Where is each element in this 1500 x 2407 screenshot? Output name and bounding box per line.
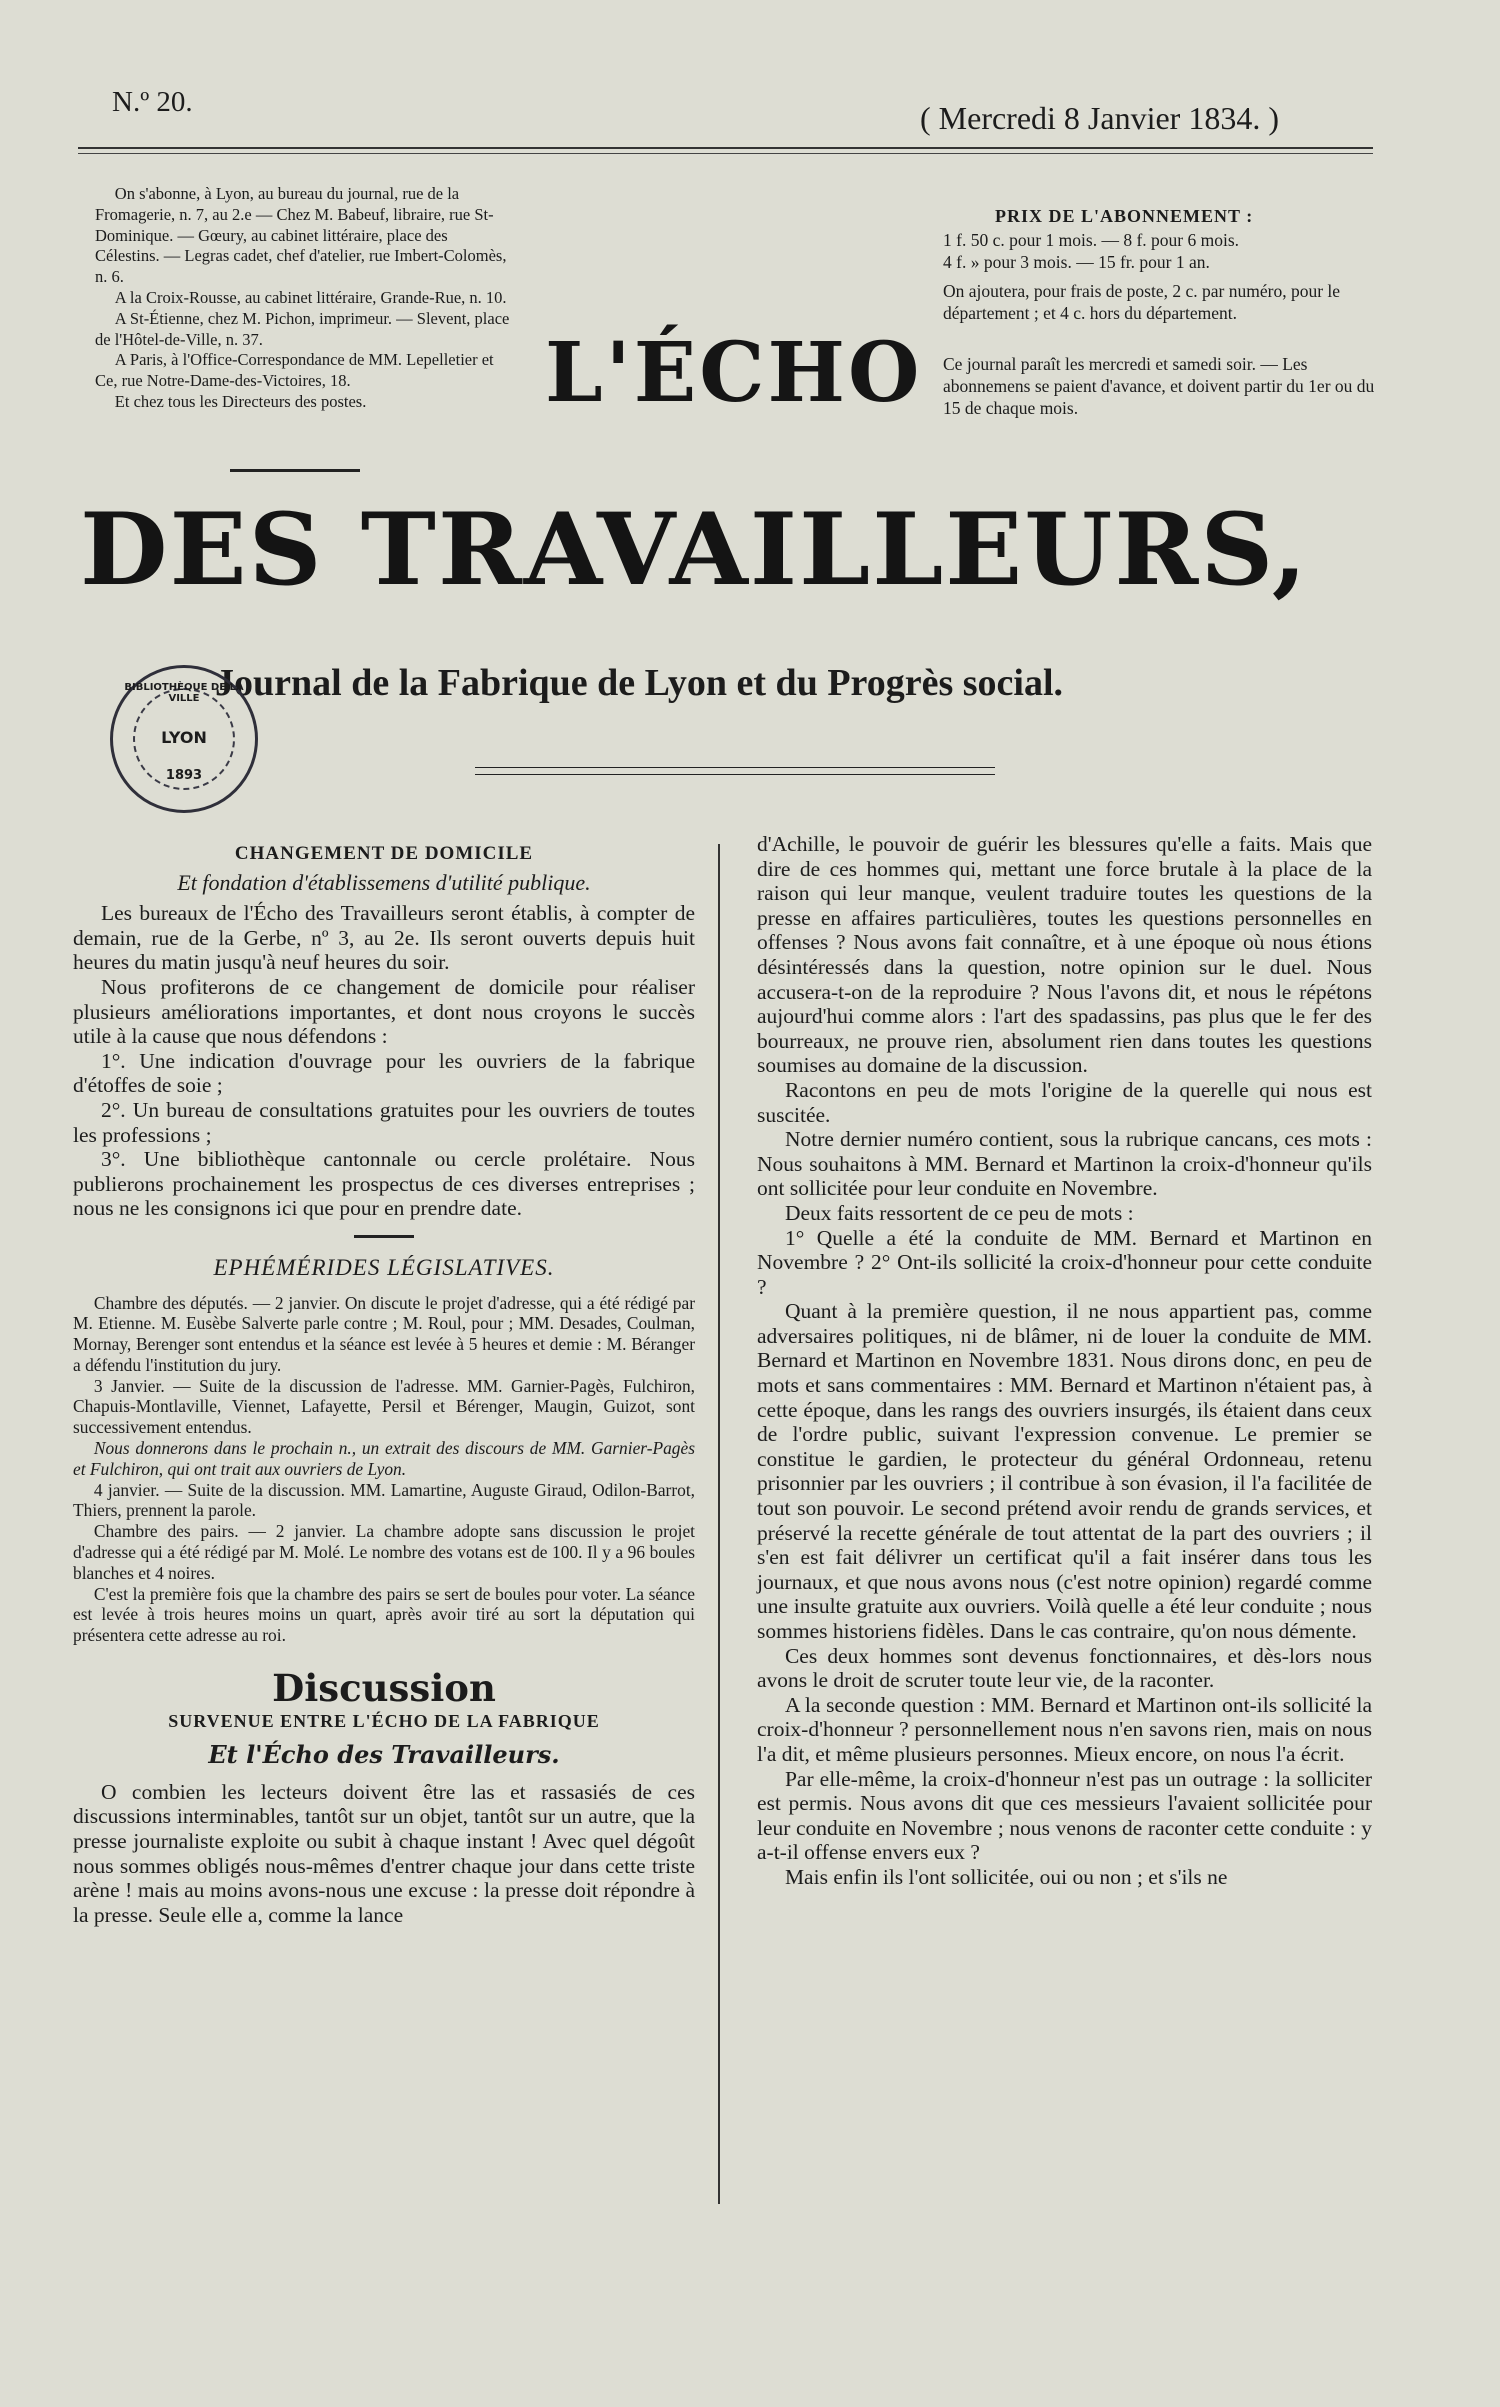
stamp-ring-text: BIBLIOTHÈQUE DE LA VILLE: [124, 682, 244, 704]
library-stamp: [110, 665, 258, 813]
discussion-title: Discussion: [272, 1666, 496, 1711]
article-subheading-domicile: Et fondation d'établissemens d'utilité publique.: [177, 869, 591, 895]
subscription-info: [95, 184, 513, 413]
ephemerides-paragraph: 3 Janvier. — Suite de la discussion de l'adresse. MM. Garnier-Pagès, Fulchiron, Chapuis-Montlaville, Viennet, Lafayette, Persil et Bérenger, Maugin, Guizot, sont successivement entendus.: [73, 1375, 695, 1438]
article-paragraph: Racontons en peu de mots l'origine de la querelle qui nous est suscitée.: [757, 1077, 1372, 1127]
domicile-paragraph: Les bureaux de l'Écho des Travailleurs seront établis, à compter de demain, rue de la Gerbe, nº 3, au 2e. Ils seront ouverts depuis huit heures du matin jusqu'à neuf heures du soir.: [73, 901, 695, 975]
column-left: [73, 842, 695, 1927]
column-divider: [718, 844, 720, 2204]
ephemerides-paragraph: C'est la première fois que la chambre des pairs se sert de boules pour voter. La séance est levée à trois heures moins un quart, après avoir tiré au sort la députation qui présentera cette adresse au roi.: [73, 1583, 695, 1646]
masthead-echo: L'ÉCHO: [545, 325, 923, 421]
masthead-title: DES TRAVAILLEURS,: [80, 492, 1309, 608]
ephemerides-body: [73, 1293, 695, 1647]
article-paragraph: Notre dernier numéro contient, sous la rubrique cancans, ces mots : Nous souhaitons à MM. Bernard et Martinon la croix-d'honneur qu'ils ont sollicitée pour leur conduite en Novembre.: [757, 1127, 1372, 1201]
ephemerides-paragraph: Chambre des députés. — 2 janvier. On discute le projet d'adresse, qui a été rédigé par M. Etienne. M. Eusèbe Salverte parle contre ; M. Roul, pour ; MM. Desades, Coulman, Mornay, Berenger sont entendus et la séance est levée à 5 heures et demie : M. Béranger a défendu l'institution du jury.: [73, 1292, 695, 1375]
article-paragraph: 1° Quelle a été la conduite de MM. Bernard et Martinon en Novembre ? 2° Ont-ils sollicité la croix-d'honneur pour cette conduite ?: [757, 1225, 1372, 1299]
stamp-year: 1893: [165, 768, 203, 783]
masthead-ornament-rule: [475, 767, 995, 775]
issue-date: ( Mercredi 8 Janvier 1834. ): [920, 100, 1279, 136]
issue-number: N.º 20.: [112, 86, 193, 118]
masthead-subtitle: Journal de la Fabrique de Lyon et du Progrès social.: [215, 662, 1064, 704]
top-rule: [78, 147, 1373, 149]
top-rule-thin: [78, 153, 1373, 154]
ephemerides-heading: EPHÉMÉRIDES LÉGISLATIVES.: [213, 1254, 555, 1280]
price-postage: On ajoutera, pour frais de poste, 2 c. par numéro, pour le département ; et 4 c. hors du département.: [943, 281, 1341, 323]
subscription-lyon: On s'abonne, à Lyon, au bureau du journal, rue de la Fromagerie, n. 7, au 2.e — Chez M. Babeuf, libraire, rue St-Dominique. — Gœury, au cabinet littéraire, place des Célestins. — Legras cadet, chef d'atelier, rue Imbert-Colomès, n. 6.: [95, 184, 507, 287]
subscription-st-etienne: A St-Étienne, chez M. Pichon, imprimeur. — Slevent, place de l'Hôtel-de-Ville, n. 37.: [95, 308, 510, 349]
discussion-paragraph: O combien les lecteurs doivent être las et rassasiés de ces discussions interminables, tantôt sur un objet, tantôt sur un autre, que la presse journaliste exploite ou subit à chaque instant ! Avec quel dégoût nous sommes obligés nous-mêmes d'entrer chaque jour dans cette triste arène ! mais au moins avons-nous une excuse : la presse doit répondre à la presse. Seule elle a, comme la lance: [73, 1779, 695, 1927]
article-paragraph: A la seconde question : MM. Bernard et Martinon ont-ils sollicité la croix-d'honneur ? personnellement nous n'en savons rien, mais on nous l'a dit, et même plusieurs personnes. Mieux encore, on nous l'a écrit.: [757, 1692, 1372, 1766]
domicile-paragraph: 2°. Un bureau de consultations gratuites pour les ouvriers de toutes les professions ;: [73, 1097, 695, 1147]
price-line-2: 4 f. » pour 3 mois. — 15 fr. pour 1 an.: [943, 251, 1210, 272]
domicile-paragraph: Nous profiterons de ce changement de domicile pour réaliser plusieurs améliorations importantes, et dont nous croyons le succès utile à la cause que nous défendons :: [73, 974, 695, 1049]
article-paragraph: d'Achille, le pouvoir de guérir les blessures qu'elle a faits. Mais que dire de ces hommes qui, mettant une force brutale à la place de la raison qui leur manque, veulent traduire toutes les questions de la presse en affaires particulières, toutes les questions personnelles en offenses ? Nous avons fait connaître, et à une époque où nous étions désintéressés dans la question, notre opinion sur le duel. Nous accusera-t-on de la reproduire ? Nous l'avons dit, et nous le répétons aujourd'hui comme alors : l'art des spadassins, pas plus que le fer des bourreaux, ne prouve rien, absolument rien dans toutes les questions soumises au domaine de la discussion.: [757, 832, 1372, 1078]
article-heading-domicile: CHANGEMENT DE DOMICILE: [234, 843, 534, 864]
domicile-paragraph: 3°. Une bibliothèque cantonnale ou cercle prolétaire. Nous publierons prochainement les prospectus de ces diverses entreprises ; nous ne les consignons ici que pour en prendre date.: [73, 1147, 695, 1221]
discussion-blackletter: Et l'Écho des Travailleurs.: [208, 1740, 560, 1770]
ephemerides-paragraph: Chambre des pairs. — 2 janvier. La chambre adopte sans discussion le projet d'adresse qui a été rédigé par M. Molé. Le nombre des votans est de 100. Il y a 96 boules blanches et 4 noires.: [73, 1521, 695, 1583]
article-paragraph: Ces deux hommes sont devenus fonctionnaires, et dès-lors nous avons le droit de scruter toute leur vie, de la raconter.: [757, 1643, 1372, 1693]
article-paragraph: Par elle-même, la croix-d'honneur n'est pas un outrage : la solliciter est permis. Nous avons dit que ces messieurs l'avaient sollicitée pour leur conduite en Novembre ; nous venons de raconter cette conduite : y a-t-il offense envers eux ?: [757, 1766, 1372, 1865]
subscription-paris: A Paris, à l'Office-Correspondance de MM. Lepelletier et Ce, rue Notre-Dame-des-Victoires, 18.: [95, 350, 494, 391]
price-title: PRIX DE L'ABONNEMENT :: [995, 206, 1254, 226]
ephemerides-paragraph: 4 janvier. — Suite de la discussion. MM. Lamartine, Auguste Giraud, Odilon-Barrot, Thiers, prennent la parole.: [73, 1479, 695, 1521]
article-paragraph: Mais enfin ils l'ont sollicitée, oui ou non ; et s'ils ne: [784, 1864, 1228, 1889]
ephemerides-paragraph: Nous donnerons dans le prochain n., un extrait des discours de MM. Garnier-Pagès et Fulchiron, qui ont trait aux ouvriers de Lyon.: [73, 1438, 695, 1479]
price-info: [943, 230, 1375, 419]
subscription-croix-rousse: A la Croix-Rousse, au cabinet littéraire, Grande-Rue, n. 10.: [114, 287, 507, 307]
masthead-short-rule: [230, 469, 360, 472]
section-ornament: [354, 1235, 414, 1238]
stamp-city: LYON: [161, 728, 207, 747]
column-right: [757, 832, 1372, 1890]
article-paragraph: Quant à la première question, il ne nous appartient pas, comme adversaires politiques, ni de blâmer, ni de louer la conduite de MM. Bernard et Martinon en Novembre 1831. Nous dirons donc, en peu de mots et sans commentaires : MM. Bernard et Martinon n'étaient pas, à cette époque, dans les rangs des ouvriers insurgés, ils étaient dans ceux de l'ordre public, suivant l'expression convenue. Le premier se constitue le gardien, le protecteur du général Ordonneau, retenu prisonnier par les ouvriers ; il contribue à son évasion, il l'a facilitée de tout son pouvoir. Le second prétend avoir rendu de grands services, et préservé la recette générale de tout attentat de la part des ouvriers ; il s'en est fait délivrer un certificat qu'il a fait insérer dans tous les journaux, et que nous avons nous (c'est notre opinion) regardé comme une insulte gratuite aux ouvriers. Voilà quelle a été leur conduite ; nous sommes historiens fidèles. Dans le cas contraire, qu'on nous démente.: [757, 1299, 1372, 1643]
subscription-postes: Et chez tous les Directeurs des postes.: [114, 391, 367, 411]
article-paragraph: Deux faits ressortent de ce peu de mots :: [784, 1200, 1134, 1225]
price-schedule: Ce journal paraît les mercredi et samedi soir. — Les abonnemens se paient d'avance, et doivent partir du 1er ou du 15 de chaque mois.: [943, 354, 1375, 418]
domicile-paragraph: 1°. Une indication d'ouvrage pour les ouvriers de la fabrique d'étoffes de soie ;: [73, 1048, 695, 1098]
price-line-1: 1 f. 50 c. pour 1 mois. — 8 f. pour 6 mois.: [943, 230, 1240, 250]
discussion-subtitle: SURVENUE ENTRE L'ÉCHO DE LA FABRIQUE: [168, 1710, 600, 1731]
